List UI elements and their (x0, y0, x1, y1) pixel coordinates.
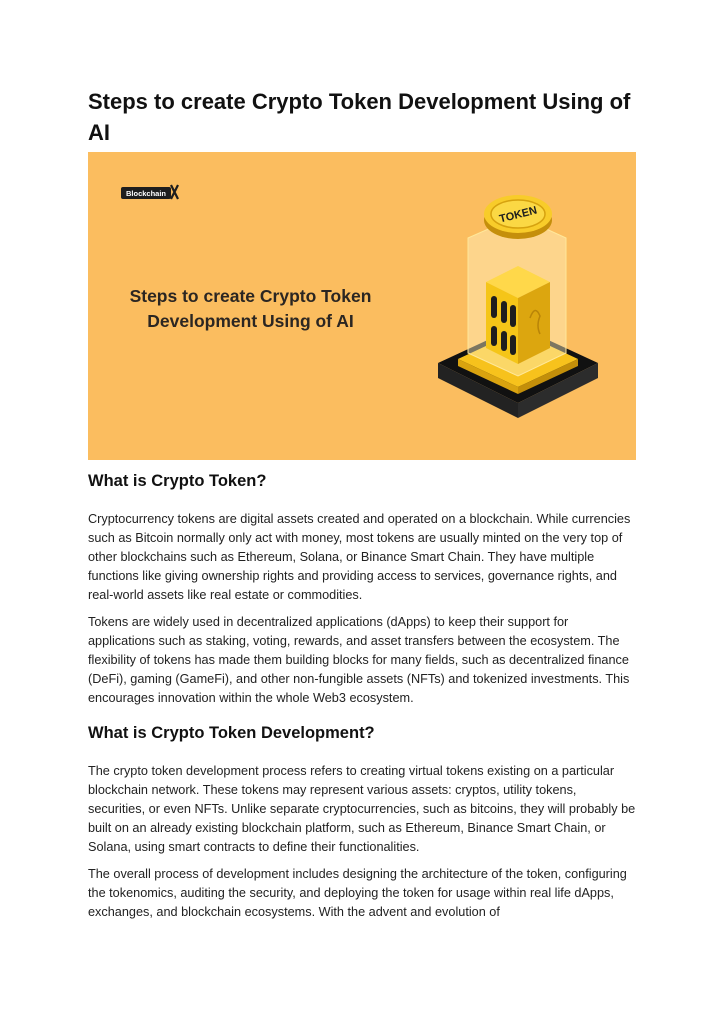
document-title: Steps to create Crypto Token Development Using of AI (88, 89, 631, 145)
section-heading-what-is-crypto-token: What is Crypto Token? (88, 472, 267, 490)
section-2-paragraph-2: The overall process of development includes designing the architecture of the token, configuring the tokenomics, auditing the security, and deploying the token for usage within real life dApps, exchanges, and blockchain ecosystems. With the advent and evolution of (88, 867, 627, 919)
section-1-paragraph-1: Cryptocurrency tokens are digital assets created and operated on a blockchain. While currencies such as Bitcoin normally only act with money, most tokens are usually minted on the very top of other blockchains such as Ethereum, Solana, or Binance Smart Chain. They have multiple functions like giving ownership rights and providing access to services, governance rights, and real-world assets like real estate or commodities. (88, 512, 631, 602)
coin-label: TOKEN (498, 204, 539, 226)
blockchainx-logo-icon (121, 183, 181, 203)
section-2-paragraph-1: The crypto token development process refers to creating virtual tokens existing on a particular blockchain network. These tokens may represent various assets: cryptos, utility tokens, securities, or even NFTs. Unlike separate cryptocurrencies, such as bitcoins, they will probably be built on an already existing blockchain platform, such as Ethereum, Binance Smart Chain, or Solana, using smart contracts to define their functionalities. (88, 764, 636, 854)
blockchainx-logo-text: Blockchain (125, 189, 167, 198)
token-tower-illustration (418, 178, 618, 428)
hero-banner-image (88, 152, 636, 460)
blockchainx-logo (121, 183, 181, 208)
banner-heading: Steps to create Crypto Token Development Using of AI (129, 286, 372, 331)
section-1-paragraph-2: Tokens are widely used in decentralized applications (dApps) to keep their support for applications such as staking, voting, rewards, and asset transfers between the ecosystem. The flexibility of tokens has made them building blocks for many fields, such as decentralized finance (DeFi), gaming (GameFi), and other non-fungible assets (NFTs) and tokenized investments. This encourages innovation within the whole Web3 ecosystem. (88, 615, 630, 705)
section-heading-what-is-crypto-token-development: What is Crypto Token Development? (88, 724, 375, 742)
